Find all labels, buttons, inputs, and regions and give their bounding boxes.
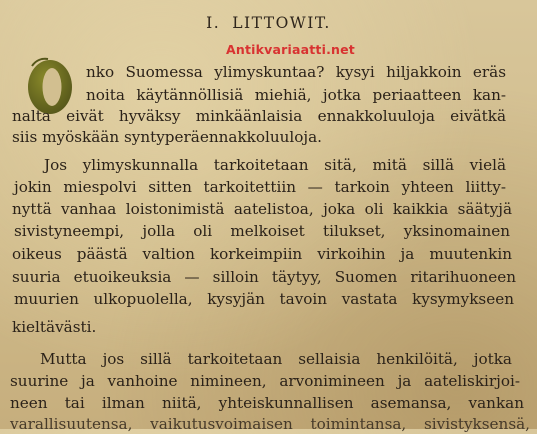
text-line: neen tai ilman niitä, yhteiskunnallisen asemansa, vankan	[10, 394, 524, 412]
text-line: muurien ulkopuolella, kysyjän tavoin vastata kysymykseen	[14, 290, 514, 308]
text-line: kieltävästi.	[12, 318, 97, 336]
chapter-number: I.	[206, 14, 221, 32]
text-line: oikeus päästä valtion korkeimpiin virkoihin ja muutenkin	[12, 245, 512, 263]
chapter-title: LITTOWIT.	[232, 14, 331, 32]
text-line: nalta eivät hyväksy minkäänlaisia ennakkoluuloja eivätkä	[12, 107, 506, 125]
chapter-heading	[0, 14, 537, 32]
text-line: noita käytännöllisiä miehiä, jotka periaatteen kan-	[86, 86, 506, 104]
text-line: suuria etuoikeuksia — silloin täytyy, Suomen ritarihuoneen	[12, 268, 516, 286]
text-line: nko Suomessa ylimyskuntaa? kysyi hiljakkoin eräs	[86, 63, 506, 81]
text-line: siis myöskään syntyperäennakkoluuloja.	[12, 128, 323, 146]
text-line: jokin miespolvi sitten tarkoitettiin — tarkoin yhteen liitty-	[14, 178, 506, 196]
text-line: suurine ja vanhoine nimineen, arvonimineen ja aateliskirjoi-	[10, 372, 520, 390]
text-line: Mutta jos sillä tarkoitetaan sellaisia henkilöitä, jotka	[40, 350, 512, 368]
text-line: varallisuutensa, vaikutusvoimaisen toimintansa, sivistyksensä,	[10, 415, 530, 433]
text-line: nyttä vanhaa loistonimistä aatelistoa, joka oli kaikkia säätyjä	[12, 200, 512, 218]
text-line: Jos ylimyskunnalla tarkoitetaan sitä, mitä sillä vielä	[44, 156, 506, 174]
watermark-text: Antikvariaatti.net	[226, 42, 355, 57]
text-line: sivistyneempi, jolla oli melkoiset tilukset, yksinomainen	[14, 222, 510, 240]
